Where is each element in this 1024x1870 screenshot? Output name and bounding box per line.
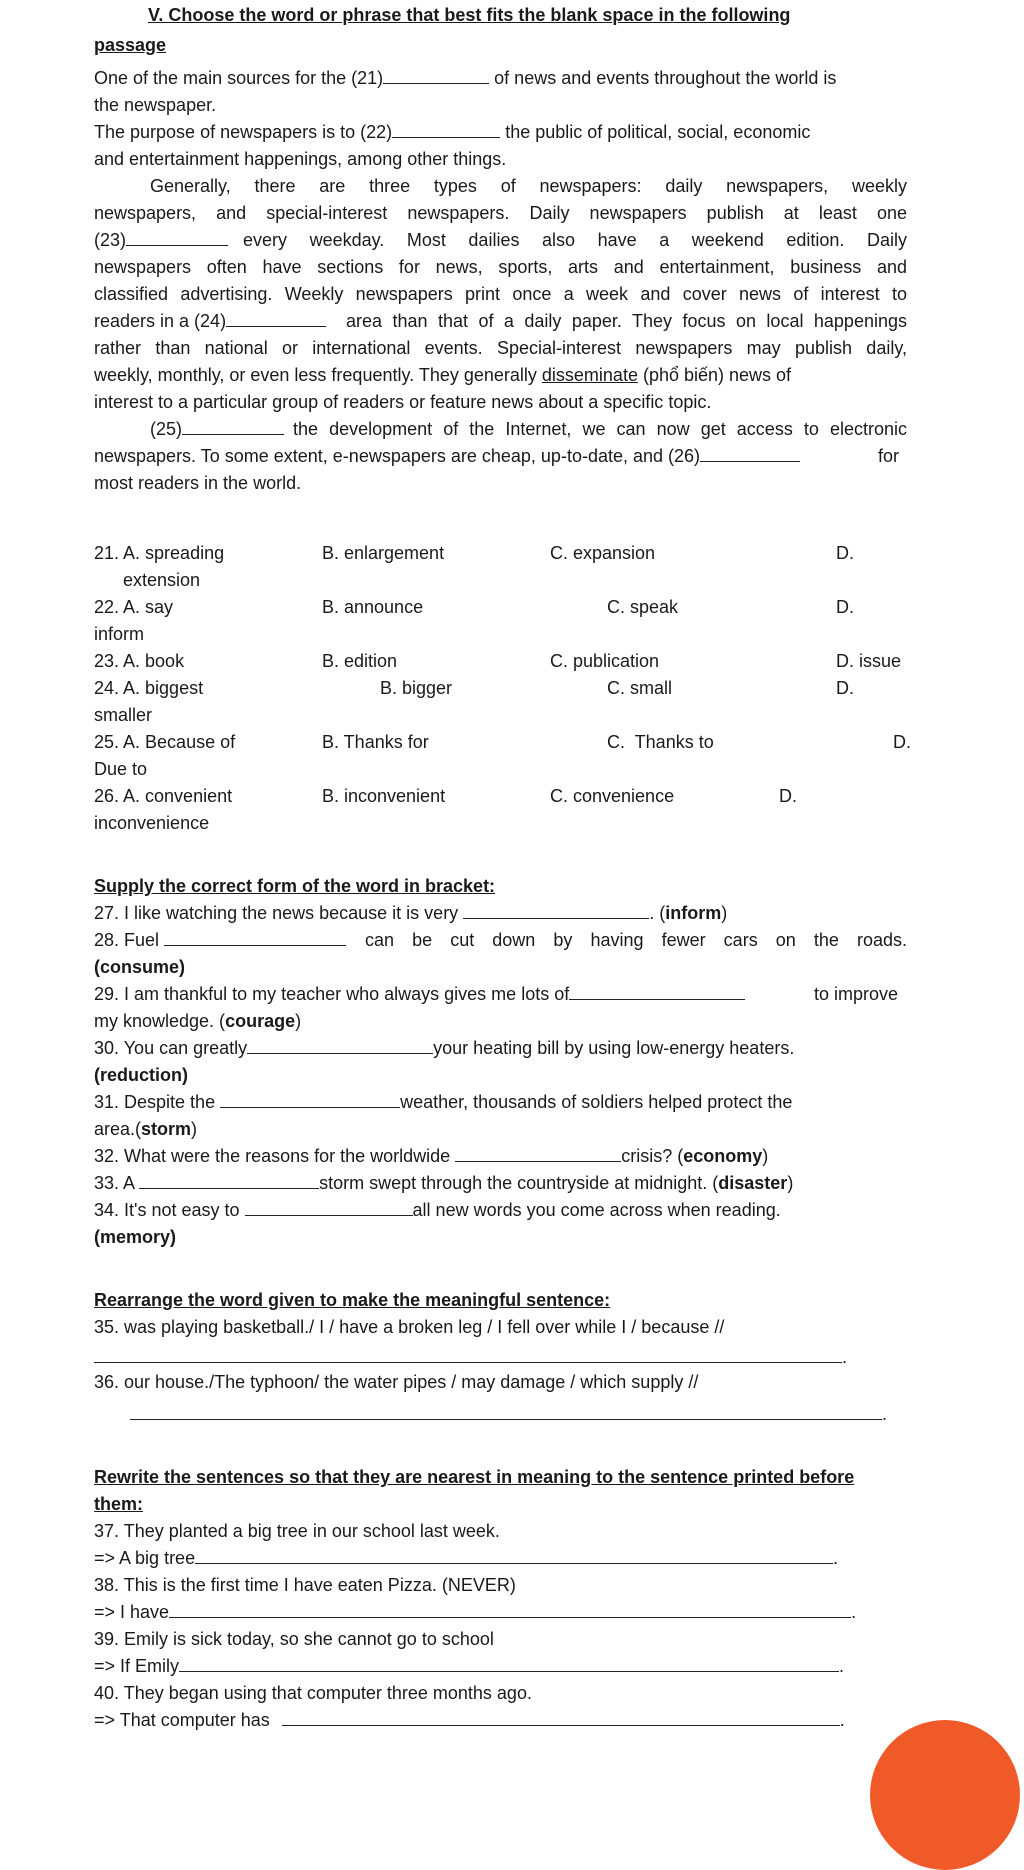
question-30: 30. You can greatly your heating bill by using low-energy heaters. [94,1038,795,1058]
passage-line: classified advertising. Weekly newspapers print once a week and cover news of interest to [94,284,907,304]
question-33: 33. A storm swept through the countryside at midnight. (disaster) [94,1173,794,1193]
option-b[interactable]: B. Thanks for [322,732,429,752]
question-38: 38. This is the first time I have eaten Pizza. (NEVER) [94,1575,516,1595]
answer-blank[interactable] [245,1199,413,1216]
question-39: 39. Emily is sick today, so she cannot go to school [94,1629,494,1649]
option-d[interactable]: D. [893,732,911,752]
answer-blank[interactable] [463,902,649,919]
blank-25[interactable] [182,418,284,435]
answer-blank[interactable] [220,1091,400,1108]
question-34: 34. It's not easy to all new words you come across when reading. [94,1200,781,1220]
section-title: Rewrite the sentences so that they are nearest in meaning to the sentence printed before [94,1467,855,1487]
question-29: 29. I am thankful to my teacher who always gives me lots of [94,981,745,1007]
passage-line: newspapers, and special-interest newspapers. Daily newspapers publish at least one [94,203,907,223]
passage-line: and entertainment happenings, among other things. [94,149,507,169]
question-28-hint: (consume) [94,957,186,977]
option-a[interactable]: 22. A. say [94,597,174,617]
answer-blank[interactable] [164,929,346,946]
passage-line: newspapers often have sections for news, sports, arts and entertainment, business and [94,257,907,277]
passage-line: newspapers. To some extent, e-newspapers are cheap, up-to-date, and (26) [94,443,800,469]
option-a[interactable]: 21. A. spreading [94,543,225,563]
passage-line: Generally, there are three types of newspapers: daily newspapers, weekly [150,176,907,196]
option-d-text[interactable]: extension [123,570,201,590]
answer-line-37: => A big tree . [94,1548,839,1568]
option-d[interactable]: D. [836,597,854,617]
option-c[interactable]: C. speak [607,597,679,617]
option-d[interactable]: D. [836,543,854,563]
answer-blank[interactable] [169,1601,851,1618]
answer-blank[interactable] [195,1547,833,1564]
option-c[interactable]: C. small [607,678,673,698]
option-c[interactable]: C. publication [550,651,660,671]
option-a[interactable]: 25. A. Because of [94,732,236,752]
option-b[interactable]: B. edition [322,651,398,671]
section-title: Rearrange the word given to make the meaningful sentence: [94,1290,611,1310]
question-29-hint: my knowledge. (courage) [94,1011,302,1031]
passage-line: rather than national or international events. Special-interest newspapers may publish daily, [94,338,907,358]
answer-line-40: => That computer has . [94,1710,845,1730]
option-a[interactable]: 24. A. biggest [94,678,204,698]
question-27: 27. I like watching the news because it is very . (inform) [94,903,728,923]
option-a[interactable]: 23. A. book [94,651,185,671]
option-c[interactable]: C. expansion [550,543,656,563]
option-d-text[interactable]: smaller [94,705,153,725]
section-title: V. Choose the word or phrase that best fits the blank space in the following [148,5,791,25]
answer-blank[interactable] [179,1655,839,1672]
blank-22[interactable] [392,121,500,138]
passage-line: The purpose of newspapers is to (22) the public of political, social, economic [94,122,811,142]
option-a[interactable]: 26. A. convenient [94,786,233,806]
question-31-hint: area.(storm) [94,1119,198,1139]
question-28-text: can be cut down by having fewer cars on the roads. [365,930,907,950]
question-32: 32. What were the reasons for the worldwide crisis? (economy) [94,1146,769,1166]
option-c[interactable]: C. convenience [550,786,675,806]
option-b[interactable]: B. announce [322,597,424,617]
answer-blank[interactable] [282,1709,840,1726]
passage-line: most readers in the world. [94,473,302,493]
question-31: 31. Despite the weather, thousands of soldiers helped protect the [94,1092,793,1112]
question-34-hint: (memory) [94,1227,177,1247]
passage-line: area than that of a daily paper. They focus on local happenings [346,311,907,331]
question-37: 37. They planted a big tree in our school last week. [94,1521,500,1541]
answer-blank[interactable] [455,1145,621,1162]
option-d[interactable]: D. issue [836,651,902,671]
question-36: 36. our house./The typhoon/ the water pipes / may damage / which supply // [94,1372,699,1392]
answer-line-39: => If Emily . [94,1656,845,1676]
blank-26[interactable] [700,445,800,462]
blank-21[interactable] [383,67,489,84]
answer-line-38: => I have . [94,1602,857,1622]
answer-blank[interactable] [130,1403,882,1420]
question-28: 28. Fuel [94,927,346,953]
passage-line: the development of the Internet, we can now get access to electronic [293,419,907,439]
section-title-cont: them: [94,1494,143,1514]
option-d-text[interactable]: Due to [94,759,148,779]
option-d-text[interactable]: inconvenience [94,813,210,833]
passage-line: for [878,446,900,466]
passage-line: (25) [150,416,284,442]
passage-line: (23) [94,227,228,253]
option-b[interactable]: B. bigger [380,678,453,698]
disseminate-word: disseminate [541,365,638,385]
blank-24[interactable] [226,310,326,327]
corner-badge [870,1720,1020,1870]
question-40: 40. They began using that computer three months ago. [94,1683,532,1703]
question-30-hint: (reduction) [94,1065,188,1085]
option-b[interactable]: B. enlargement [322,543,445,563]
answer-blank[interactable] [139,1172,319,1189]
answer-line-35: . [94,1344,847,1370]
answer-blank[interactable] [247,1037,433,1054]
option-c[interactable]: C. Thanks to [607,732,714,752]
option-d[interactable]: D. [779,786,797,806]
passage-line: One of the main sources for the (21) of news and events throughout the world is [94,68,837,88]
passage-line: readers in a (24) [94,308,326,334]
section-title-cont: passage [94,35,167,55]
answer-blank[interactable] [94,1346,842,1363]
question-29-text: to improve [814,984,899,1004]
section-title: Supply the correct form of the word in bracket: [94,876,496,896]
passage-line: interest to a particular group of readers or feature news about a specific topic. [94,392,712,412]
option-d[interactable]: D. [836,678,854,698]
answer-line-36: . [130,1401,887,1427]
passage-line: the newspaper. [94,95,217,115]
option-b[interactable]: B. inconvenient [322,786,446,806]
passage-line: every weekday. Most dailies also have a weekend edition. Daily [243,230,907,250]
passage-line: weekly, monthly, or even less frequently. They generally disseminate (phổ biến) news of [94,365,792,385]
answer-blank[interactable] [569,983,745,1000]
question-35: 35. was playing basketball./ I / have a broken leg / I fell over while I / because // [94,1317,725,1337]
blank-23[interactable] [126,229,228,246]
option-d-text[interactable]: inform [94,624,145,644]
